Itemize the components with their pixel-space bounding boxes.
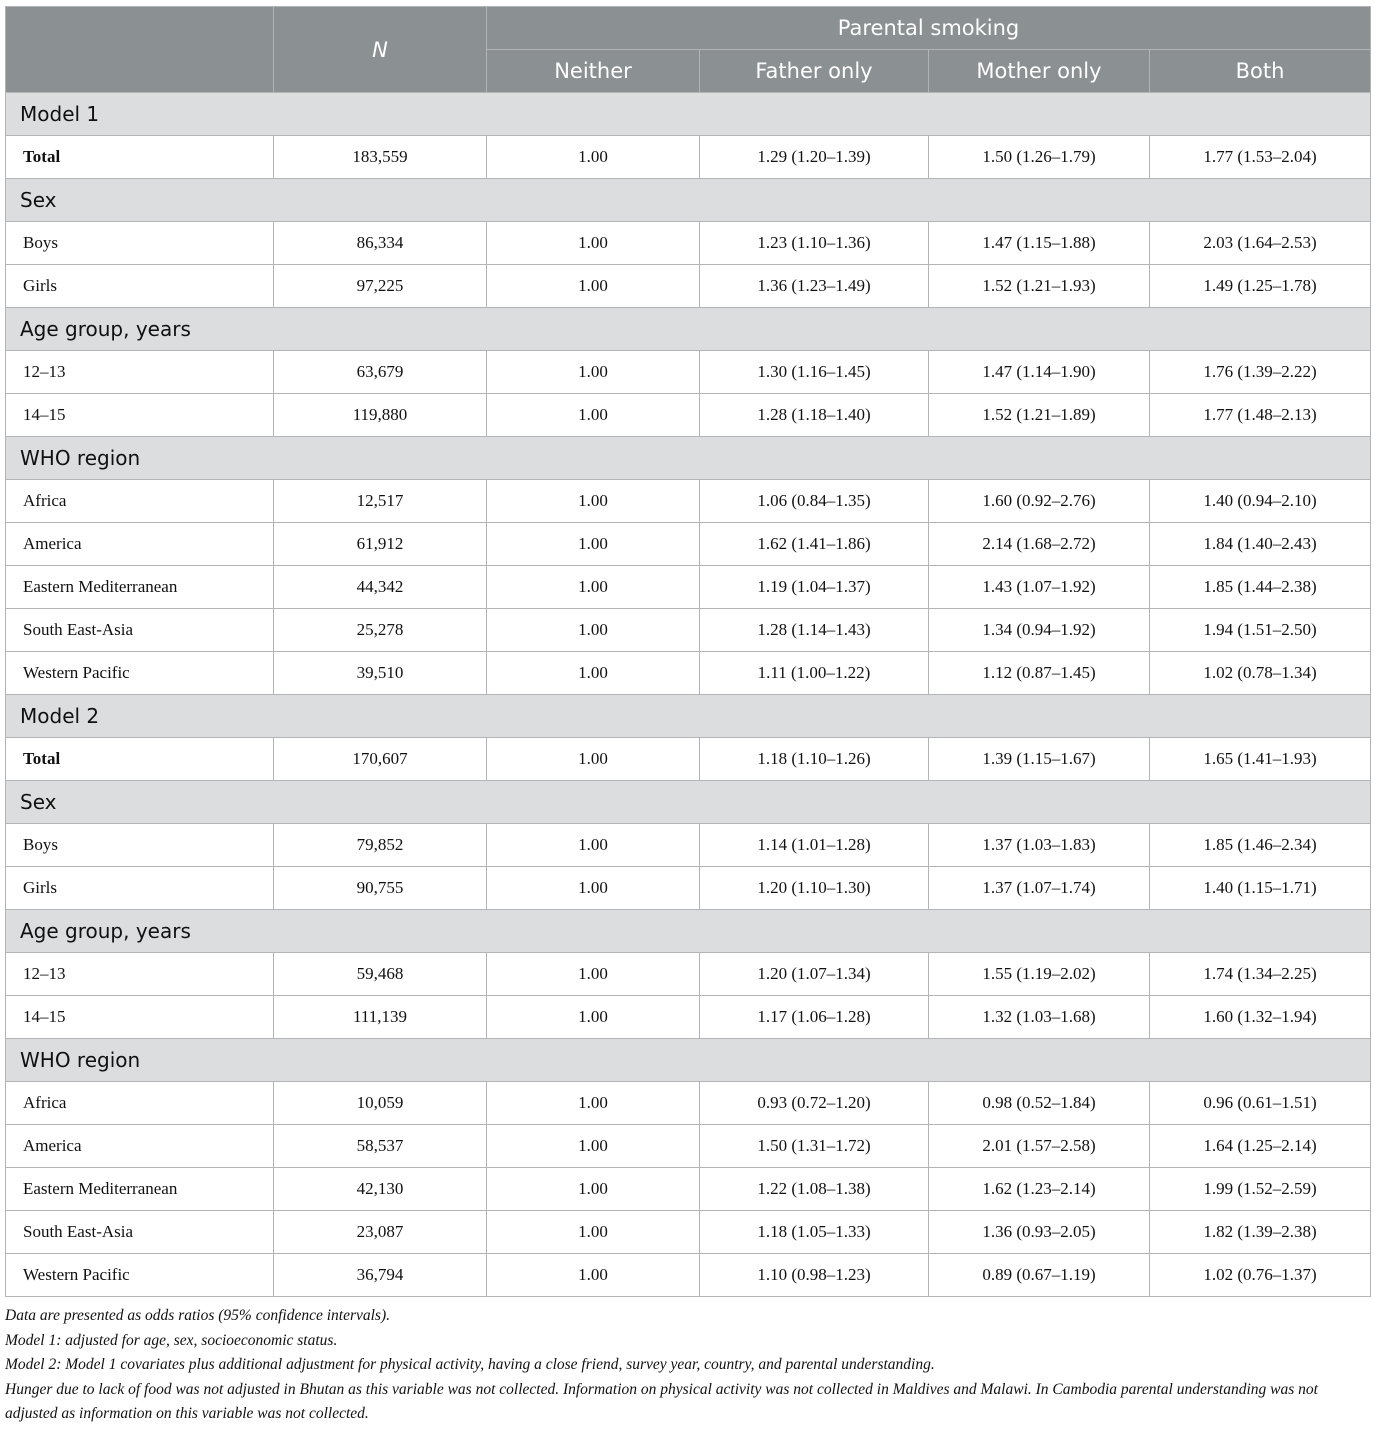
section-label: Model 1 bbox=[6, 93, 1371, 136]
cell-n: 61,912 bbox=[274, 523, 487, 566]
table-row bbox=[6, 1211, 1371, 1254]
cell-n: 23,087 bbox=[274, 1211, 487, 1254]
section-header-row bbox=[6, 437, 1371, 480]
cell-mother-only: 1.39 (1.15–1.67) bbox=[929, 738, 1150, 781]
cell-mother-only: 1.55 (1.19–2.02) bbox=[929, 953, 1150, 996]
row-label: South East-Asia bbox=[6, 1211, 274, 1254]
table-body bbox=[6, 93, 1371, 1297]
cell-both: 2.03 (1.64–2.53) bbox=[1150, 222, 1371, 265]
table-row bbox=[6, 222, 1371, 265]
cell-both: 1.64 (1.25–2.14) bbox=[1150, 1125, 1371, 1168]
cell-n: 97,225 bbox=[274, 265, 487, 308]
footnote: Model 2: Model 1 covariates plus additional adjustment for physical activity, having a close friend, survey year, country, and parental understanding. bbox=[5, 1356, 935, 1373]
odds-ratio-table bbox=[5, 6, 1371, 1297]
cell-n: 86,334 bbox=[274, 222, 487, 265]
row-label: Eastern Mediterranean bbox=[6, 1168, 274, 1211]
cell-both: 1.60 (1.32–1.94) bbox=[1150, 996, 1371, 1039]
cell-both: 1.76 (1.39–2.22) bbox=[1150, 351, 1371, 394]
row-label: Total bbox=[6, 738, 274, 781]
cell-both: 1.40 (0.94–2.10) bbox=[1150, 480, 1371, 523]
header-mother-only: Mother only bbox=[929, 50, 1150, 93]
header-n: N bbox=[274, 7, 487, 93]
row-label: 12–13 bbox=[6, 953, 274, 996]
cell-n: 183,559 bbox=[274, 136, 487, 179]
cell-mother-only: 1.47 (1.15–1.88) bbox=[929, 222, 1150, 265]
cell-mother-only: 2.01 (1.57–2.58) bbox=[929, 1125, 1150, 1168]
cell-both: 1.49 (1.25–1.78) bbox=[1150, 265, 1371, 308]
cell-neither: 1.00 bbox=[487, 523, 700, 566]
table-row bbox=[6, 996, 1371, 1039]
cell-mother-only: 1.50 (1.26–1.79) bbox=[929, 136, 1150, 179]
header-row-1 bbox=[6, 7, 1371, 50]
table-row bbox=[6, 136, 1371, 179]
section-label: Sex bbox=[6, 781, 1371, 824]
cell-neither: 1.00 bbox=[487, 867, 700, 910]
cell-n: 119,880 bbox=[274, 394, 487, 437]
cell-father-only: 1.10 (0.98–1.23) bbox=[700, 1254, 929, 1297]
cell-father-only: 1.18 (1.10–1.26) bbox=[700, 738, 929, 781]
cell-neither: 1.00 bbox=[487, 996, 700, 1039]
row-label: 14–15 bbox=[6, 996, 274, 1039]
header-both: Both bbox=[1150, 50, 1371, 93]
cell-mother-only: 1.47 (1.14–1.90) bbox=[929, 351, 1150, 394]
section-header-row bbox=[6, 93, 1371, 136]
cell-father-only: 1.17 (1.06–1.28) bbox=[700, 996, 929, 1039]
section-header-row bbox=[6, 179, 1371, 222]
cell-n: 170,607 bbox=[274, 738, 487, 781]
section-label: Age group, years bbox=[6, 910, 1371, 953]
row-label: Girls bbox=[6, 867, 274, 910]
section-header-row bbox=[6, 781, 1371, 824]
cell-n: 44,342 bbox=[274, 566, 487, 609]
cell-both: 0.96 (0.61–1.51) bbox=[1150, 1082, 1371, 1125]
section-header-row bbox=[6, 910, 1371, 953]
cell-neither: 1.00 bbox=[487, 1082, 700, 1125]
cell-father-only: 1.62 (1.41–1.86) bbox=[700, 523, 929, 566]
cell-n: 59,468 bbox=[274, 953, 487, 996]
table-row bbox=[6, 566, 1371, 609]
cell-neither: 1.00 bbox=[487, 1211, 700, 1254]
cell-father-only: 0.93 (0.72–1.20) bbox=[700, 1082, 929, 1125]
cell-both: 1.77 (1.53–2.04) bbox=[1150, 136, 1371, 179]
cell-neither: 1.00 bbox=[487, 394, 700, 437]
cell-both: 1.85 (1.44–2.38) bbox=[1150, 566, 1371, 609]
cell-father-only: 1.22 (1.08–1.38) bbox=[700, 1168, 929, 1211]
cell-father-only: 1.11 (1.00–1.22) bbox=[700, 652, 929, 695]
cell-neither: 1.00 bbox=[487, 609, 700, 652]
table-row bbox=[6, 394, 1371, 437]
header-parental-smoking: Parental smoking bbox=[487, 7, 1371, 50]
cell-father-only: 1.20 (1.07–1.34) bbox=[700, 953, 929, 996]
cell-neither: 1.00 bbox=[487, 265, 700, 308]
cell-mother-only: 0.98 (0.52–1.84) bbox=[929, 1082, 1150, 1125]
cell-mother-only: 0.89 (0.67–1.19) bbox=[929, 1254, 1150, 1297]
cell-mother-only: 1.37 (1.07–1.74) bbox=[929, 867, 1150, 910]
table-row bbox=[6, 480, 1371, 523]
header-father-only: Father only bbox=[700, 50, 929, 93]
section-label: WHO region bbox=[6, 1039, 1371, 1082]
row-label: 14–15 bbox=[6, 394, 274, 437]
cell-father-only: 1.29 (1.20–1.39) bbox=[700, 136, 929, 179]
cell-mother-only: 1.60 (0.92–2.76) bbox=[929, 480, 1150, 523]
header-blank-cell bbox=[6, 7, 274, 93]
table-row bbox=[6, 652, 1371, 695]
table-row bbox=[6, 523, 1371, 566]
cell-n: 12,517 bbox=[274, 480, 487, 523]
cell-both: 1.02 (0.76–1.37) bbox=[1150, 1254, 1371, 1297]
cell-mother-only: 1.32 (1.03–1.68) bbox=[929, 996, 1150, 1039]
row-label: Africa bbox=[6, 480, 274, 523]
table-row bbox=[6, 609, 1371, 652]
section-label: Age group, years bbox=[6, 308, 1371, 351]
cell-neither: 1.00 bbox=[487, 953, 700, 996]
row-label: Western Pacific bbox=[6, 652, 274, 695]
cell-n: 58,537 bbox=[274, 1125, 487, 1168]
cell-neither: 1.00 bbox=[487, 480, 700, 523]
cell-mother-only: 1.34 (0.94–1.92) bbox=[929, 609, 1150, 652]
section-label: WHO region bbox=[6, 437, 1371, 480]
cell-both: 1.02 (0.78–1.34) bbox=[1150, 652, 1371, 695]
cell-mother-only: 2.14 (1.68–2.72) bbox=[929, 523, 1150, 566]
footnote: Data are presented as odds ratios (95% confidence intervals). bbox=[5, 1307, 390, 1324]
table-container bbox=[5, 6, 1370, 1297]
table-row bbox=[6, 351, 1371, 394]
cell-both: 1.40 (1.15–1.71) bbox=[1150, 867, 1371, 910]
section-header-row bbox=[6, 1039, 1371, 1082]
cell-both: 1.77 (1.48–2.13) bbox=[1150, 394, 1371, 437]
cell-n: 63,679 bbox=[274, 351, 487, 394]
cell-n: 111,139 bbox=[274, 996, 487, 1039]
cell-both: 1.65 (1.41–1.93) bbox=[1150, 738, 1371, 781]
table-row bbox=[6, 1254, 1371, 1297]
table-row bbox=[6, 953, 1371, 996]
cell-mother-only: 1.43 (1.07–1.92) bbox=[929, 566, 1150, 609]
cell-mother-only: 1.12 (0.87–1.45) bbox=[929, 652, 1150, 695]
row-label: Western Pacific bbox=[6, 1254, 274, 1297]
cell-father-only: 1.06 (0.84–1.35) bbox=[700, 480, 929, 523]
row-label: America bbox=[6, 1125, 274, 1168]
cell-father-only: 1.28 (1.18–1.40) bbox=[700, 394, 929, 437]
cell-n: 39,510 bbox=[274, 652, 487, 695]
table-footnotes bbox=[5, 1304, 1370, 1427]
section-label: Sex bbox=[6, 179, 1371, 222]
cell-n: 25,278 bbox=[274, 609, 487, 652]
cell-mother-only: 1.36 (0.93–2.05) bbox=[929, 1211, 1150, 1254]
cell-both: 1.99 (1.52–2.59) bbox=[1150, 1168, 1371, 1211]
cell-neither: 1.00 bbox=[487, 652, 700, 695]
cell-father-only: 1.28 (1.14–1.43) bbox=[700, 609, 929, 652]
cell-father-only: 1.23 (1.10–1.36) bbox=[700, 222, 929, 265]
table-row bbox=[6, 265, 1371, 308]
header-neither: Neither bbox=[487, 50, 700, 93]
cell-neither: 1.00 bbox=[487, 1254, 700, 1297]
cell-neither: 1.00 bbox=[487, 824, 700, 867]
cell-both: 1.85 (1.46–2.34) bbox=[1150, 824, 1371, 867]
cell-n: 90,755 bbox=[274, 867, 487, 910]
cell-mother-only: 1.52 (1.21–1.93) bbox=[929, 265, 1150, 308]
cell-neither: 1.00 bbox=[487, 222, 700, 265]
row-label: America bbox=[6, 523, 274, 566]
cell-n: 42,130 bbox=[274, 1168, 487, 1211]
table-row bbox=[6, 824, 1371, 867]
cell-mother-only: 1.52 (1.21–1.89) bbox=[929, 394, 1150, 437]
cell-n: 79,852 bbox=[274, 824, 487, 867]
footnote: Hunger due to lack of food was not adjusted in Bhutan as this variable was not collected. Information on physical activity was not collected in Maldives and Malawi. In Cambodia parental understanding was not adjusted as information on this variable was not collected. bbox=[5, 1380, 1318, 1422]
cell-mother-only: 1.37 (1.03–1.83) bbox=[929, 824, 1150, 867]
cell-neither: 1.00 bbox=[487, 1168, 700, 1211]
table-row bbox=[6, 1125, 1371, 1168]
section-label: Model 2 bbox=[6, 695, 1371, 738]
cell-neither: 1.00 bbox=[487, 566, 700, 609]
section-header-row bbox=[6, 308, 1371, 351]
section-header-row bbox=[6, 695, 1371, 738]
cell-both: 1.82 (1.39–2.38) bbox=[1150, 1211, 1371, 1254]
cell-father-only: 1.36 (1.23–1.49) bbox=[700, 265, 929, 308]
cell-n: 10,059 bbox=[274, 1082, 487, 1125]
row-label: Total bbox=[6, 136, 274, 179]
row-label: 12–13 bbox=[6, 351, 274, 394]
table-row bbox=[6, 1082, 1371, 1125]
cell-n: 36,794 bbox=[274, 1254, 487, 1297]
cell-both: 1.84 (1.40–2.43) bbox=[1150, 523, 1371, 566]
row-label: Africa bbox=[6, 1082, 274, 1125]
cell-neither: 1.00 bbox=[487, 136, 700, 179]
cell-neither: 1.00 bbox=[487, 351, 700, 394]
cell-father-only: 1.50 (1.31–1.72) bbox=[700, 1125, 929, 1168]
cell-neither: 1.00 bbox=[487, 1125, 700, 1168]
row-label: Boys bbox=[6, 824, 274, 867]
table-row bbox=[6, 1168, 1371, 1211]
row-label: Girls bbox=[6, 265, 274, 308]
row-label: Boys bbox=[6, 222, 274, 265]
row-label: South East-Asia bbox=[6, 609, 274, 652]
cell-father-only: 1.19 (1.04–1.37) bbox=[700, 566, 929, 609]
row-label: Eastern Mediterranean bbox=[6, 566, 274, 609]
footnote: Model 1: adjusted for age, sex, socioeconomic status. bbox=[5, 1331, 338, 1349]
table-row bbox=[6, 738, 1371, 781]
cell-both: 1.94 (1.51–2.50) bbox=[1150, 609, 1371, 652]
cell-both: 1.74 (1.34–2.25) bbox=[1150, 953, 1371, 996]
cell-neither: 1.00 bbox=[487, 738, 700, 781]
cell-father-only: 1.30 (1.16–1.45) bbox=[700, 351, 929, 394]
cell-father-only: 1.18 (1.05–1.33) bbox=[700, 1211, 929, 1254]
cell-father-only: 1.20 (1.10–1.30) bbox=[700, 867, 929, 910]
cell-father-only: 1.14 (1.01–1.28) bbox=[700, 824, 929, 867]
table-row bbox=[6, 867, 1371, 910]
cell-mother-only: 1.62 (1.23–2.14) bbox=[929, 1168, 1150, 1211]
